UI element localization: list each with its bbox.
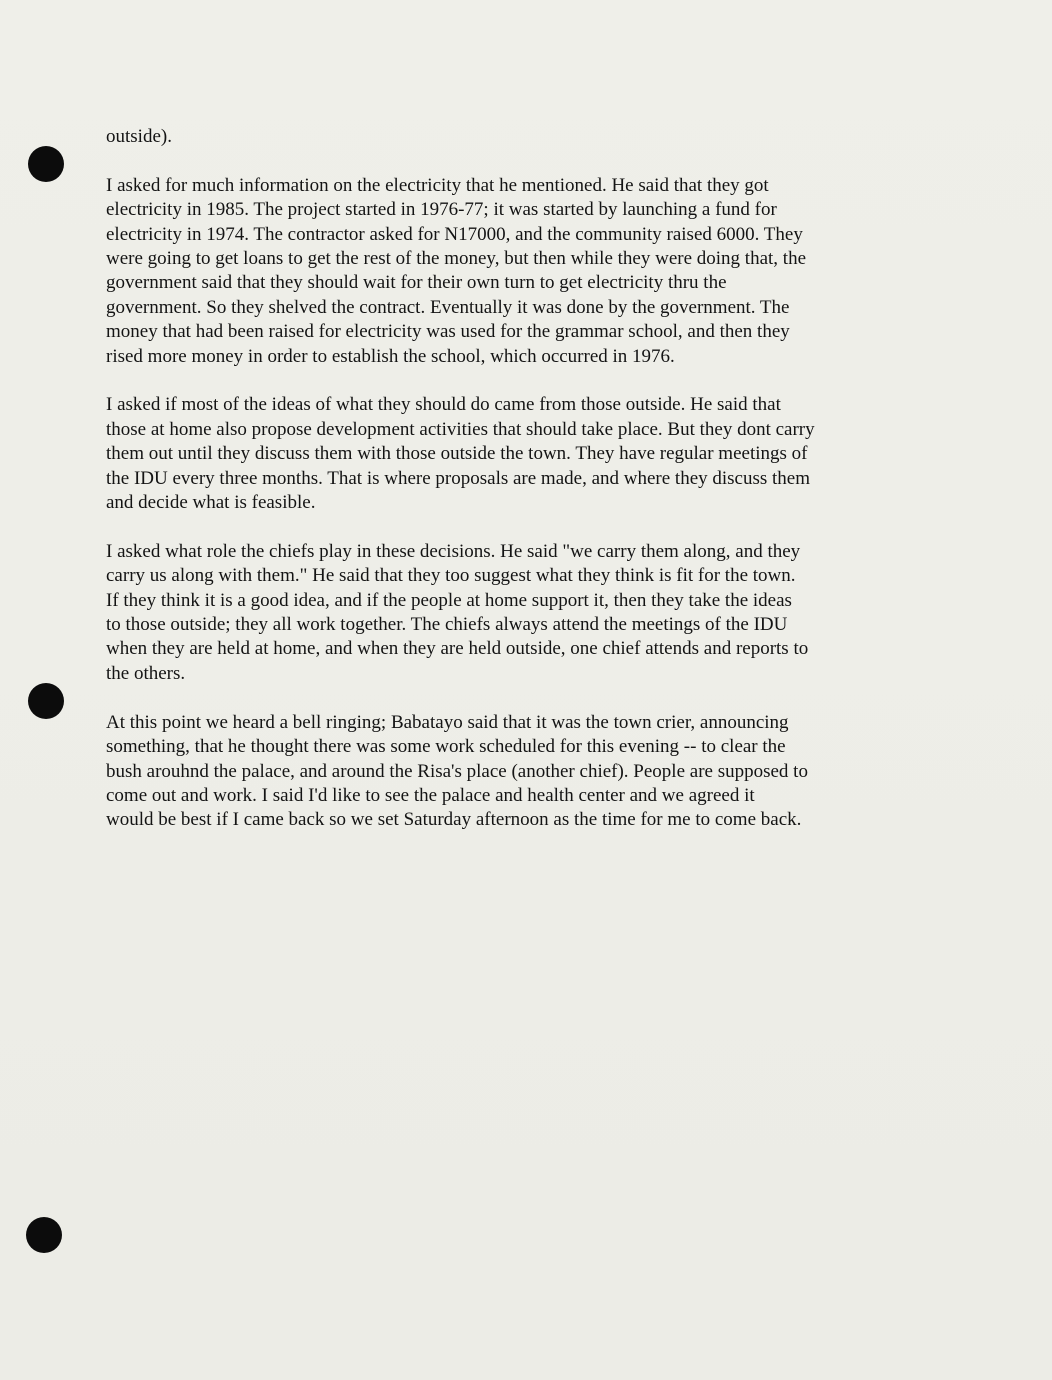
text-line: outside). [106, 126, 172, 147]
text-line: would be best if I came back so we set Saturday afternoon as the time for me to come back. [106, 809, 802, 831]
text-line: something, that he thought there was some work scheduled for this evening -- to clear the [106, 736, 786, 758]
punch-hole [26, 1217, 62, 1253]
text-line: If they think it is a good idea, and if the people at home support it, then they take the ideas [106, 589, 792, 611]
text-line: and decide what is feasible. [106, 492, 316, 514]
paragraph-chiefs [106, 540, 926, 686]
text-line: come out and work. I said I'd like to see the palace and health center and we agreed it [106, 784, 755, 806]
text-line: when they are held at home, and when they are held outside, one chief attends and reports to [106, 638, 809, 660]
text-line: government. So they shelved the contract. Eventually it was done by the government. The [106, 296, 790, 318]
punch-hole [28, 683, 64, 719]
text-line: rised more money in order to establish the school, which occurred in 1976. [106, 345, 675, 367]
document-body [106, 125, 926, 857]
text-line: those at home also propose development activities that should take place. But they dont carry [106, 418, 815, 440]
text-line: to those outside; they all work together. The chiefs always attend the meetings of the IDU [106, 614, 788, 636]
text-line: government said that they should wait for their own turn to get electricity thru the [106, 272, 727, 294]
paragraph-electricity [106, 174, 926, 369]
paragraph-ideas [106, 393, 926, 515]
text-line: the IDU every three months. That is where proposals are made, and where they discuss them [106, 467, 811, 489]
text-line: bush arouhnd the palace, and around the Risa's place (another chief). People are supposed to [106, 760, 808, 782]
text-line: them out until they discuss them with those outside the town. They have regular meetings of [106, 443, 808, 465]
text-line: I asked if most of the ideas of what they should do came from those outside. He said that [106, 394, 781, 416]
text-line: At this point we heard a bell ringing; Babatayo said that it was the town crier, announcing [106, 711, 789, 733]
text-line: carry us along with them." He said that they too suggest what they think is fit for the town. [106, 565, 796, 587]
text-line: the others. [106, 662, 186, 684]
text-line: electricity in 1974. The contractor asked for N17000, and the community raised 6000. They [106, 223, 803, 245]
punch-hole [28, 146, 64, 182]
paragraph-continuation [106, 125, 926, 149]
paragraph-bell [106, 711, 926, 833]
text-line: were going to get loans to get the rest of the money, but then while they were doing that, the [106, 248, 807, 270]
text-line: electricity in 1985. The project started in 1976-77; it was started by launching a fund for [106, 199, 777, 221]
text-line: I asked for much information on the electricity that he mentioned. He said that they got [106, 174, 769, 196]
text-line: I asked what role the chiefs play in these decisions. He said "we carry them along, and they [106, 540, 801, 562]
text-line: money that had been raised for electricity was used for the grammar school, and then they [106, 321, 790, 343]
